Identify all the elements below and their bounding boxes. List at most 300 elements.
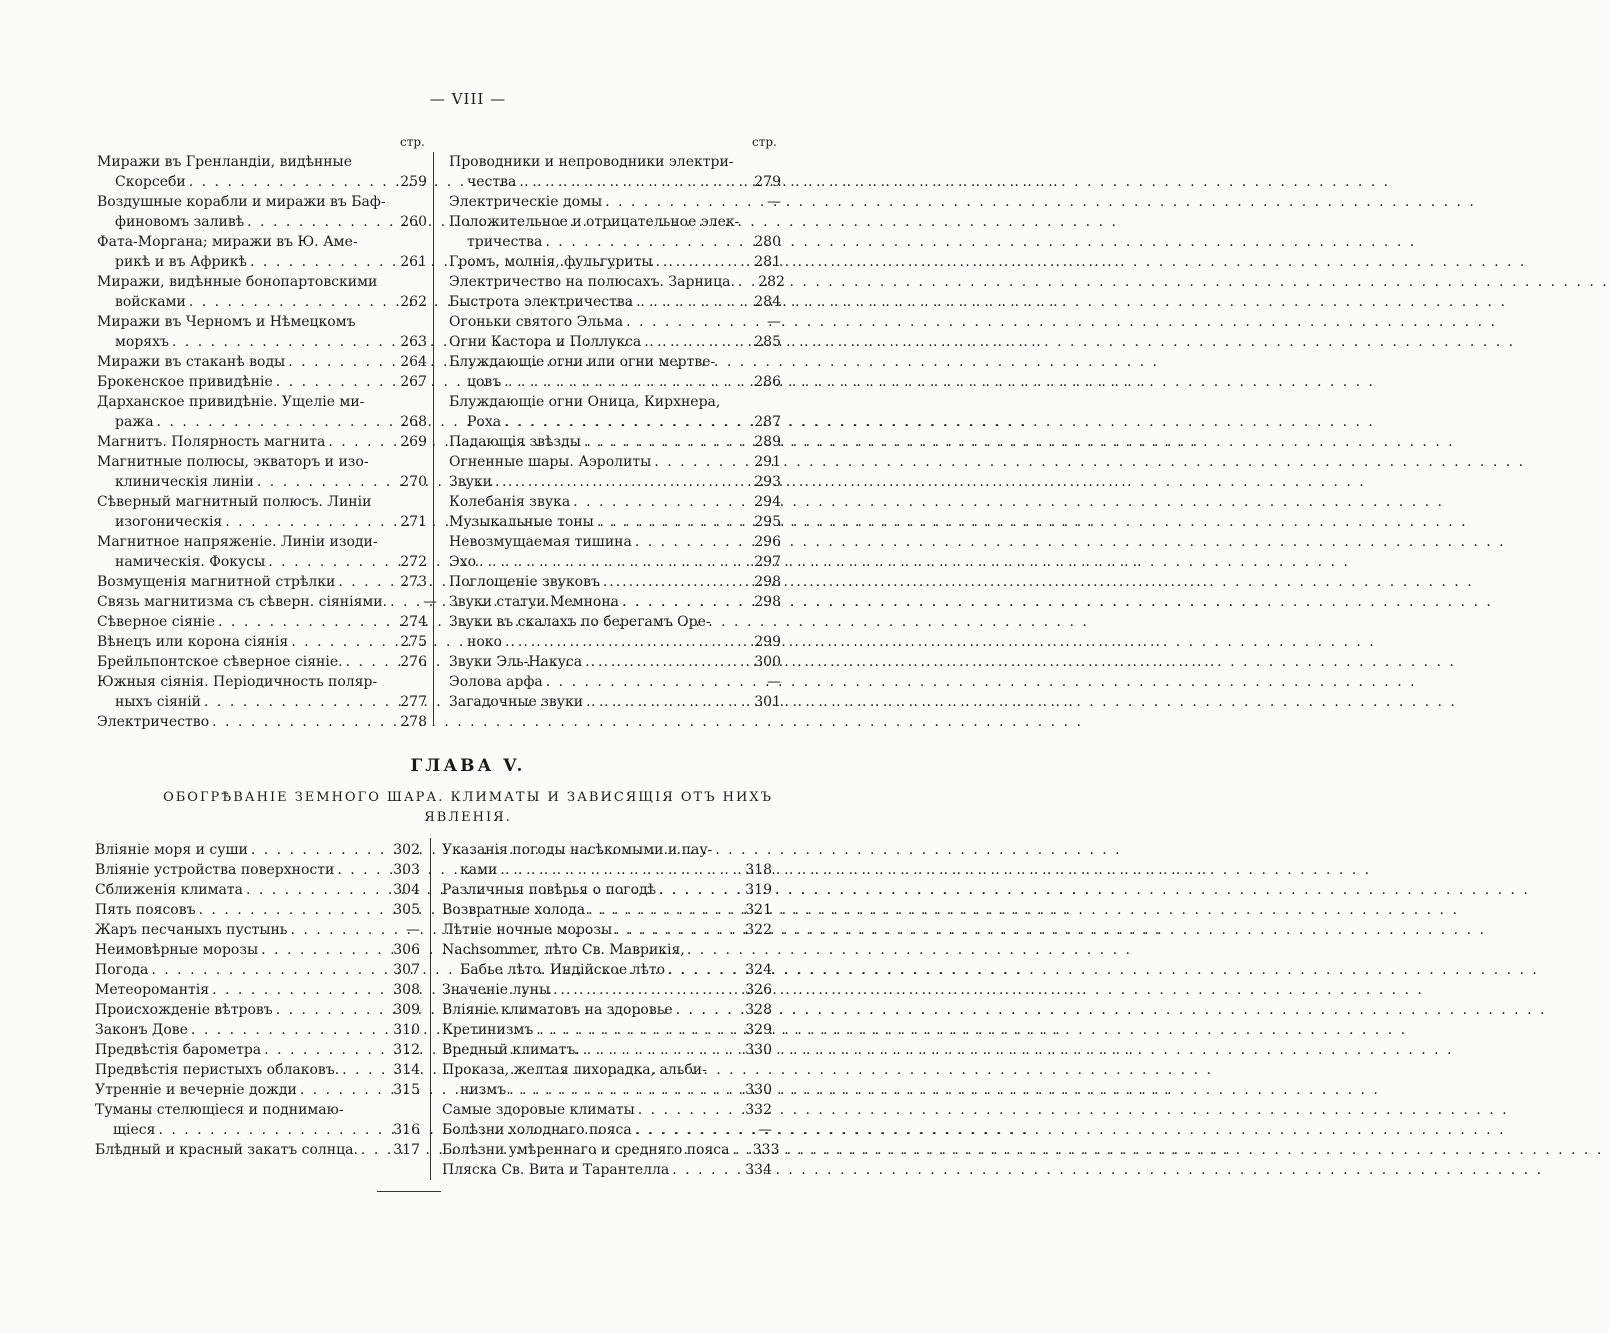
toc-entry-line [442, 880, 772, 900]
toc-entry-line [442, 940, 772, 960]
toc-entry-title: цовъ [467, 374, 502, 390]
toc-entry-page: 302 [393, 842, 420, 858]
toc-entry-line [97, 192, 427, 212]
toc-entry-line [97, 252, 427, 272]
toc-entry-line [97, 652, 427, 672]
toc-entry-title: Загадочные звуки [449, 694, 584, 710]
toc-entry [95, 860, 420, 880]
dot-leader [212, 712, 390, 732]
toc-bottom-right [442, 840, 780, 1180]
chapter-title: ГЛАВА V. [410, 756, 526, 776]
toc-entry-title: Быстрота электричества [449, 294, 634, 310]
toc-entry-line [95, 1060, 420, 1080]
toc-entry-line [95, 1020, 420, 1040]
toc-entry [449, 252, 781, 272]
dot-leader [250, 252, 390, 272]
toc-entry-title: Миражи въ стаканѣ воды [97, 354, 286, 370]
dot-leader [189, 292, 390, 312]
toc-entry-line [442, 1040, 772, 1060]
toc-entry-title: Воздушные корабли и миражи въ Баф- [97, 194, 386, 210]
toc-entry-title: Различныя повѣрья о погодѣ [442, 882, 657, 898]
toc-entry [449, 432, 781, 452]
toc-entry-page: 332 [745, 1102, 772, 1118]
toc-entry-page: 300 [754, 654, 781, 670]
dot-leader [212, 980, 383, 1000]
toc-entry-line [95, 920, 420, 940]
toc-entry [97, 232, 427, 272]
toc-entry [442, 1140, 780, 1160]
dot-leader [337, 860, 383, 880]
toc-entry-line [442, 860, 772, 880]
toc-entry-line [97, 172, 427, 192]
dot-leader [276, 1000, 383, 1020]
toc-entry-title: Колебанія звука [449, 494, 571, 510]
toc-entry-title: Блуждающіе огни или огни мертве- [449, 354, 716, 370]
dot-leader [635, 532, 744, 552]
toc-entry-line [449, 252, 781, 272]
toc-entry-page: 299 [754, 634, 781, 650]
toc-entry-line [95, 940, 420, 960]
toc-entry [442, 1020, 772, 1040]
chapter-subtitle-line-1: ОБОГРѢВАНІЕ ЗЕМНОГО ШАРА. КЛИМАТЫ И ЗАВИСЯЩІЯ ОТЪ НИХЪ [163, 790, 773, 805]
dot-leader [199, 900, 383, 920]
toc-entry [449, 192, 781, 212]
toc-entry-title: Проводники и непроводники электри- [449, 154, 734, 170]
toc-entry-title: Туманы стелющіеся и поднимаю- [95, 1102, 344, 1118]
toc-entry-page: 274 [400, 614, 427, 630]
toc-entry-title: Бабье лѣто. Индійское лѣто [460, 962, 666, 978]
toc-entry [97, 392, 427, 432]
toc-entry [449, 552, 781, 572]
toc-entry-line [442, 1060, 772, 1080]
dot-leader [615, 920, 735, 940]
toc-entry-page: 330 [745, 1082, 772, 1098]
toc-entry-line [449, 492, 781, 512]
toc-entry [442, 980, 772, 1000]
toc-entry-page: 297 [754, 554, 781, 570]
toc-entry [97, 592, 438, 612]
dot-leader [261, 940, 383, 960]
toc-entry [95, 1020, 420, 1040]
toc-entry [449, 312, 781, 332]
toc-entry-page: 298 [754, 574, 781, 590]
toc-entry [449, 452, 781, 472]
toc-entry-page: — [406, 922, 420, 938]
toc-entry-line [95, 1120, 420, 1140]
toc-entry-page: 261 [400, 254, 427, 270]
toc-bottom-left [95, 840, 420, 1160]
toc-entry [95, 1060, 420, 1080]
toc-entry-page: 269 [400, 434, 427, 450]
toc-entry-line [97, 212, 427, 232]
toc-entry [449, 532, 781, 552]
dot-leader [204, 692, 390, 712]
toc-entry-page: 287 [754, 414, 781, 430]
dot-leader [361, 1140, 383, 1160]
toc-entry-page: 305 [393, 902, 420, 918]
dot-leader [636, 292, 744, 312]
toc-entry-line [449, 672, 781, 692]
dot-leader [583, 1040, 735, 1060]
dot-leader [676, 1000, 735, 1020]
dot-leader [668, 960, 735, 980]
toc-entry-page: 289 [754, 434, 781, 450]
toc-entry-title: Электрическіе домы [449, 194, 603, 210]
toc-entry [449, 592, 781, 612]
toc-entry [449, 392, 781, 432]
toc-entry-title: Законъ Дове [95, 1022, 188, 1038]
dot-leader [300, 1080, 383, 1100]
toc-entry-line [449, 472, 781, 492]
dot-leader [672, 1160, 735, 1180]
toc-entry-title: Кретинизмъ [442, 1022, 534, 1038]
toc-entry-line [97, 512, 427, 532]
dot-leader [390, 592, 400, 612]
toc-entry-line [97, 572, 427, 592]
toc-entry [449, 472, 781, 492]
toc-entry-page: 314 [393, 1062, 420, 1078]
toc-entry-title: Проказа, желтая лихорадка, альби- [442, 1062, 707, 1078]
toc-entry [95, 920, 420, 940]
closing-rule [377, 1191, 441, 1192]
dot-leader [495, 472, 744, 492]
dot-leader [546, 672, 744, 692]
dot-leader [644, 332, 744, 352]
dot-leader [264, 1040, 383, 1060]
toc-entry-page: 268 [400, 414, 427, 430]
toc-entry-title: Роха [467, 414, 502, 430]
toc-entry-title: Значеніе луны [442, 982, 551, 998]
toc-entry-line [449, 352, 781, 372]
dot-leader [738, 272, 748, 292]
toc-entry-line [442, 1000, 772, 1020]
toc-entry-page: 278 [400, 714, 427, 730]
toc-entry [97, 192, 427, 232]
dot-leader [268, 552, 390, 572]
toc-entry-line [442, 1140, 780, 1160]
toc-entry [449, 692, 781, 712]
toc-entry-page: 291 [754, 454, 781, 470]
toc-entry [449, 272, 785, 292]
toc-entry-page: 294 [754, 494, 781, 510]
toc-entry-line [95, 1140, 420, 1160]
dot-leader [276, 372, 390, 392]
dot-leader [519, 172, 744, 192]
toc-entry-line [97, 432, 427, 452]
toc-entry-title: Блѣдный и красный закатъ солнца. [95, 1142, 358, 1158]
toc-entry-title: Nachsommer, лѣто Св. Маврикія, [442, 942, 685, 958]
toc-entry-line [449, 292, 781, 312]
toc-entry-page: 329 [745, 1022, 772, 1038]
toc-entry-title: Вліяніе климатовъ на здоровье [442, 1002, 673, 1018]
dot-leader [328, 432, 390, 452]
toc-entry-line [449, 312, 781, 332]
dot-leader [638, 1100, 735, 1120]
toc-entry [449, 612, 781, 652]
toc-entry-line [449, 512, 781, 532]
toc-entry-title: Фата-Моргана; миражи въ Ю. Аме- [97, 234, 358, 250]
toc-entry-page: 267 [400, 374, 427, 390]
toc-entry-page: 324 [745, 962, 772, 978]
toc-entry-title: низмъ [460, 1082, 507, 1098]
toc-entry [97, 652, 427, 672]
toc-entry-page: 298 [754, 594, 781, 610]
toc-entry-title: Магнитное напряженіе. Линіи изоди- [97, 534, 378, 550]
dot-leader [500, 860, 735, 880]
toc-entry-title: Вѣнецъ или корона сіянія [97, 634, 289, 650]
toc-entry-title: Указанія погоды насѣкомыми и пау- [442, 842, 713, 858]
toc-entry-page: 308 [393, 982, 420, 998]
toc-entry [442, 840, 772, 880]
toc-entry-page: 326 [745, 982, 772, 998]
dot-leader [218, 612, 390, 632]
toc-entry-title: Утренніе и вечерніе дожди [95, 1082, 297, 1098]
toc-entry [449, 212, 781, 252]
toc-entry [95, 980, 420, 1000]
toc-entry [442, 1120, 772, 1140]
toc-entry-title: Южныя сіянія. Періодичность поляр- [97, 674, 378, 690]
toc-entry-title: Метеоромантія [95, 982, 210, 998]
toc-entry-page: 281 [754, 254, 781, 270]
toc-entry-title: моряхъ [115, 334, 169, 350]
dot-leader [573, 492, 744, 512]
dot-leader [338, 572, 390, 592]
toc-entry-title: финовомъ заливѣ [115, 214, 245, 230]
toc-entry-line [97, 412, 427, 432]
toc-entry [449, 352, 781, 392]
toc-entry-line [97, 492, 427, 512]
toc-entry-page: 307 [393, 962, 420, 978]
toc-entry-page: 309 [393, 1002, 420, 1018]
toc-entry-line [95, 980, 420, 1000]
toc-entry-title: Болѣзни холоднаго пояса [442, 1122, 632, 1138]
toc-entry-title: ныхъ сіяній [115, 694, 202, 710]
toc-entry-page: 306 [393, 942, 420, 958]
chapter-subtitle-line-2: ЯВЛЕНІЯ. [424, 810, 512, 825]
toc-entry-line [449, 652, 781, 672]
dot-leader [656, 252, 744, 272]
toc-entry-page: 273 [400, 574, 427, 590]
toc-entry-title: Звуки [449, 474, 492, 490]
dot-leader [342, 1060, 383, 1080]
toc-entry-page: 262 [400, 294, 427, 310]
toc-top-left [97, 152, 438, 732]
toc-entry-line [97, 472, 427, 492]
toc-entry-title: ноко [467, 634, 502, 650]
toc-entry [449, 332, 781, 352]
toc-entry-line [449, 552, 781, 572]
dot-leader [585, 652, 744, 672]
toc-entry-line [449, 392, 781, 412]
toc-entry-title: войсками [115, 294, 186, 310]
toc-entry-title: Миражи въ Гренландіи, видѣнные [97, 154, 352, 170]
toc-entry-page: 318 [745, 862, 772, 878]
dot-leader [251, 840, 383, 860]
toc-entry-page: 322 [745, 922, 772, 938]
toc-entry-line [97, 392, 427, 412]
col-heading-right: стр. [752, 135, 777, 149]
toc-entry-line [97, 552, 427, 572]
toc-entry-title: намическія. Фокусы [115, 554, 266, 570]
toc-entry-line [97, 332, 427, 352]
toc-entry-page: 293 [754, 474, 781, 490]
toc-entry-line [449, 532, 781, 552]
toc-entry [97, 712, 427, 732]
toc-entry-line [97, 632, 427, 652]
toc-entry-page: 310 [393, 1022, 420, 1038]
dot-leader [189, 172, 390, 192]
dot-leader [659, 880, 735, 900]
toc-entry-page: 317 [393, 1142, 420, 1158]
dot-leader [290, 920, 383, 940]
toc-entry-line [97, 352, 427, 372]
toc-entry [95, 940, 420, 960]
toc-entry-title: Блуждающіе огни Оница, Кирхнера, [449, 394, 721, 410]
toc-entry [95, 960, 420, 980]
toc-entry [97, 672, 427, 712]
toc-entry-title: Огненные шары. Аэролиты [449, 454, 652, 470]
toc-entry-line [449, 572, 781, 592]
toc-entry-title: Вредный климатъ. [442, 1042, 580, 1058]
dot-leader [504, 412, 744, 432]
toc-entry [442, 1160, 772, 1180]
toc-entry [449, 492, 781, 512]
toc-entry-page: 315 [393, 1082, 420, 1098]
toc-entry [97, 532, 427, 572]
toc-entry-line [449, 632, 781, 652]
toc-entry-page: 277 [400, 694, 427, 710]
toc-entry-title: изогоническія [115, 514, 223, 530]
toc-entry [449, 292, 781, 312]
toc-entry-line [97, 272, 427, 292]
toc-entry-line [97, 612, 427, 632]
toc-entry [97, 612, 427, 632]
toc-entry [97, 352, 427, 372]
toc-entry-line [442, 1160, 772, 1180]
dot-leader [536, 1020, 735, 1040]
toc-entry-page: 301 [754, 694, 781, 710]
toc-entry-line [95, 880, 420, 900]
toc-entry-page: 319 [745, 882, 772, 898]
toc-entry-title: Скорсеби [115, 174, 186, 190]
toc-entry-title: Погода [95, 962, 149, 978]
toc-entry-title: Звуки статуи Мемнона [449, 594, 620, 610]
toc-entry-page: 263 [400, 334, 427, 350]
toc-entry [95, 840, 420, 860]
dot-leader [257, 472, 390, 492]
toc-entry-title: Миражи въ Черномъ и Нѣмецкомъ [97, 314, 356, 330]
toc-entry-page: 330 [745, 1042, 772, 1058]
toc-entry-title: Музыкальные тоны [449, 514, 594, 530]
dot-leader [545, 232, 744, 252]
toc-entry-title: Сѣверный магнитный полюсъ. Линіи [97, 494, 372, 510]
toc-entry [95, 1000, 420, 1020]
toc-entry-title: Вліяніе моря и суши [95, 842, 248, 858]
toc-entry-title: Электричество на полюсахъ. Зарница. [449, 274, 735, 290]
toc-entry-page: — [767, 194, 781, 210]
toc-entry-page: — [423, 594, 438, 610]
dot-leader [509, 1080, 735, 1100]
toc-entry [97, 452, 427, 492]
toc-entry-title: Связь магнитизма съ сѣверн. сіяніями. [97, 594, 388, 610]
toc-entry-title: тричества [467, 234, 543, 250]
toc-entry [449, 512, 781, 532]
dot-leader [225, 512, 390, 532]
toc-entry-title: Сѣверное сіяніе [97, 614, 216, 630]
dot-leader [291, 632, 390, 652]
toc-entry-page: 295 [754, 514, 781, 530]
dot-leader [597, 512, 744, 532]
toc-entry-page: 304 [393, 882, 420, 898]
toc-entry-title: рикѣ и въ Африкѣ [115, 254, 248, 270]
dot-leader [586, 692, 744, 712]
toc-entry-line [442, 1100, 772, 1120]
dot-leader [504, 372, 744, 392]
dot-leader [635, 1120, 735, 1140]
toc-entry-line [449, 592, 781, 612]
toc-entry-page: 259 [400, 174, 427, 190]
toc-entry-page: 296 [754, 534, 781, 550]
toc-entry-title: Пять поясовъ [95, 902, 196, 918]
toc-entry-line [95, 1040, 420, 1060]
toc-entry-line [449, 412, 781, 432]
toc-entry-line [442, 900, 772, 920]
dot-leader [626, 312, 744, 332]
toc-entry-line [442, 1120, 772, 1140]
dot-leader [603, 572, 744, 592]
toc-entry [449, 572, 781, 592]
toc-entry [442, 1100, 772, 1120]
toc-entry [95, 1100, 420, 1140]
page-folio: — VIII — [429, 90, 507, 108]
dot-leader [247, 212, 390, 232]
toc-entry-page: 303 [393, 862, 420, 878]
toc-entry-title: Болѣзни умѣреннаго и средняго пояса [442, 1142, 730, 1158]
toc-entry [442, 1060, 772, 1100]
toc-entry-line [449, 332, 781, 352]
toc-entry-line [449, 152, 781, 172]
toc-entry-title: Лѣтніе ночные морозы [442, 922, 613, 938]
dot-leader [288, 352, 390, 372]
toc-entry-line [97, 672, 427, 692]
toc-entry-title: Брейльпонтское сѣверное сіяніе. [97, 654, 343, 670]
dot-leader [158, 1120, 383, 1140]
toc-entry [449, 672, 781, 692]
toc-entry-line [449, 692, 781, 712]
toc-entry-page: 282 [758, 274, 785, 290]
toc-entry-title: чества [467, 174, 517, 190]
toc-entry-page: 271 [400, 514, 427, 530]
toc-entry-title: Возвратные холода [442, 902, 586, 918]
toc-entry-page: 260 [400, 214, 427, 230]
dot-leader [553, 980, 735, 1000]
toc-entry-page: 275 [400, 634, 427, 650]
toc-entry-title: Звуки въ скалахъ по берегамъ Оре- [449, 614, 711, 630]
toc-entry [97, 272, 427, 312]
toc-entry-title: Положительное и отрицательное элек- [449, 214, 740, 230]
toc-entry-title: ками [460, 862, 498, 878]
toc-entry-line [97, 712, 427, 732]
toc-entry-title: Возмущенія магнитной стрѣлки [97, 574, 336, 590]
toc-entry-page: — [767, 314, 781, 330]
toc-entry-line [442, 1080, 772, 1100]
toc-entry [95, 1080, 420, 1100]
toc-entry-title: Предвѣстія барометра [95, 1042, 262, 1058]
toc-entry [442, 920, 772, 940]
toc-entry-line [449, 452, 781, 472]
toc-entry-line [95, 860, 420, 880]
toc-entry-title: Пляска Св. Вита и Тарантелла [442, 1162, 670, 1178]
